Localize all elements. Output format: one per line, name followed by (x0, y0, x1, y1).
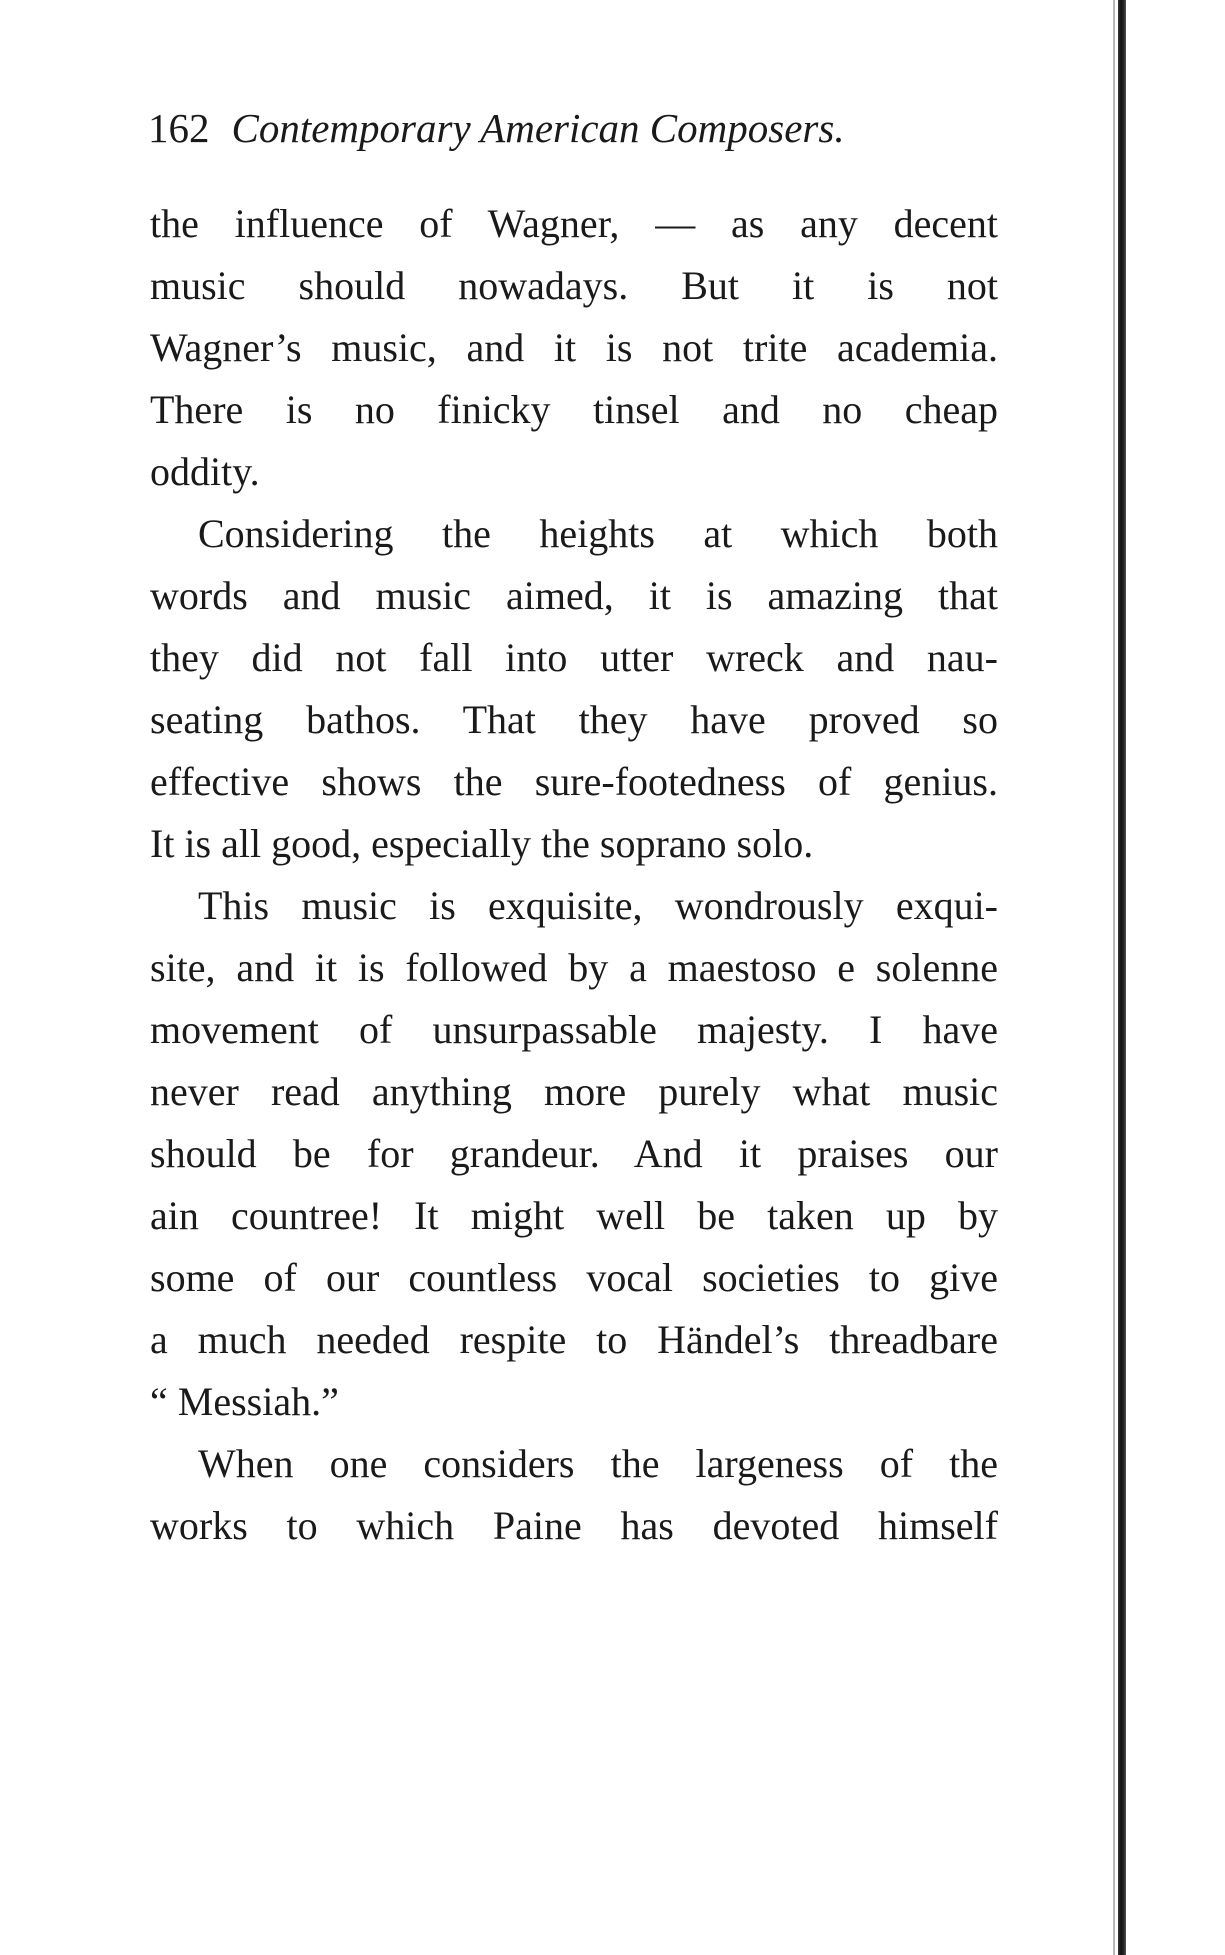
text-line: never read anything more purely what music (150, 1069, 998, 1114)
text-line: It is all good, especially the soprano solo. (150, 821, 814, 866)
text-line: movement of unsurpassable majesty. I have (150, 1007, 998, 1052)
text-line: site, and it is followed by a maestoso e solenne (150, 945, 998, 990)
text-line: Considering the heights at which both (198, 511, 998, 556)
running-head (148, 100, 845, 156)
text-line: should be for grandeur. And it praises our (150, 1131, 998, 1176)
binding-shadow (1113, 0, 1115, 1955)
text-line: When one considers the largeness of the (198, 1441, 998, 1486)
text-line: effective shows the sure-footedness of genius. (150, 759, 998, 804)
text-line: they did not fall into utter wreck and nau- (150, 635, 998, 680)
body-text (150, 193, 998, 1557)
paragraph (150, 1433, 998, 1557)
text-line: seating bathos. That they have proved so (150, 697, 998, 742)
text-line: the influence of Wagner, — as any decent (150, 201, 998, 246)
text-line: a much needed respite to Händel’s threadbare (150, 1317, 998, 1362)
page-number: 162 (148, 105, 210, 151)
text-line: “ Messiah.” (150, 1379, 339, 1424)
text-line: There is no finicky tinsel and no cheap (150, 387, 998, 432)
text-line: oddity. (150, 449, 260, 494)
paragraph (150, 503, 998, 875)
text-line: some of our countless vocal societies to give (150, 1255, 998, 1300)
paragraph (150, 193, 998, 503)
paragraph (150, 875, 998, 1433)
text-line: words and music aimed, it is amazing that (150, 573, 998, 618)
running-title: Contemporary American Composers. (231, 105, 845, 151)
text-line: This music is exquisite, wondrously exqui- (198, 883, 998, 928)
text-line: Wagner’s music, and it is not trite academia. (150, 325, 998, 370)
binding-edge (1118, 0, 1126, 1955)
text-line: music should nowadays. But it is not (150, 263, 998, 308)
text-line: ain countree! It might well be taken up by (150, 1193, 998, 1238)
text-line: works to which Paine has devoted himself (150, 1503, 998, 1548)
